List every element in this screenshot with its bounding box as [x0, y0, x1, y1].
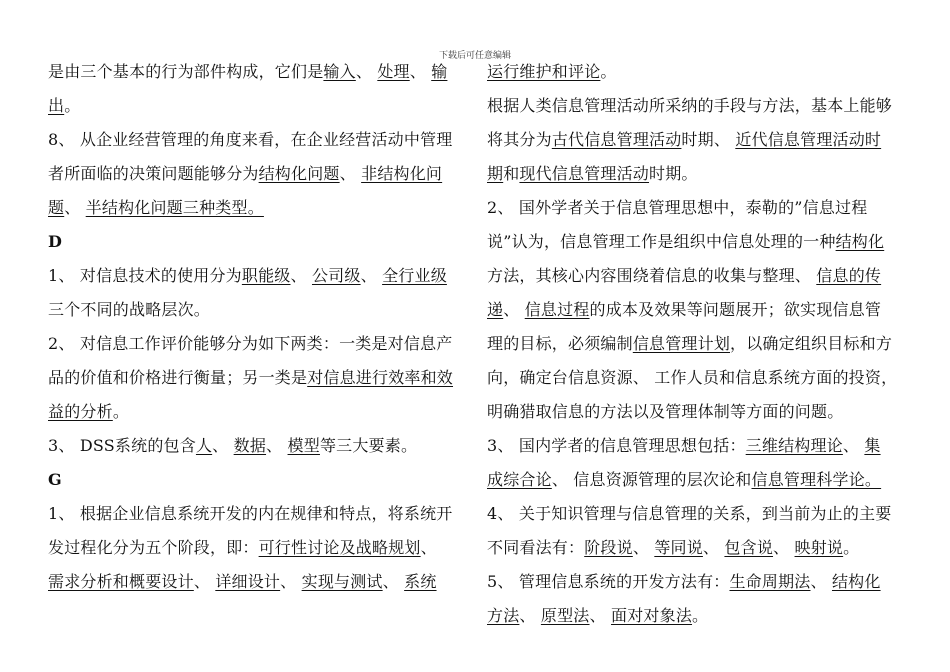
answer-blank: 题: [48, 198, 65, 217]
answer-blank: 信息的传: [816, 266, 882, 285]
answer-blank: 模型: [287, 436, 320, 455]
answer-blank: 信息过程: [524, 300, 590, 319]
answer-blank: 处理: [377, 62, 410, 81]
page-header: 下载后可任意编辑: [438, 51, 511, 61]
answer-blank: 非结构化问: [361, 164, 443, 183]
question-d3: 3、 DSS系统的包含人、 数据、 模型等三大要素。: [48, 436, 418, 455]
question-g2: 2、 国外学者关于信息管理思想中，泰勒的”信息过程: [487, 198, 868, 217]
text-line: 明确猎取信息的方法以及管理体制等方面的问题。: [487, 402, 844, 421]
answer-blank: 需求分析和概要设计: [48, 572, 194, 591]
answer-blank: 全行业级: [382, 266, 447, 285]
text-line: 不同看法有：阶段说、 等同说、 包含说、 映射说。: [487, 538, 860, 557]
answer-blank: 信息管理科学论。: [751, 470, 882, 489]
answer-blank: 成综合论: [487, 470, 552, 489]
text-line: 者所面临的决策问题能够分为结构化问题、 非结构化问: [48, 164, 443, 183]
answer-blank: 方法: [487, 606, 520, 625]
text-line: 方法、 原型法、 面对对象法。: [487, 606, 709, 625]
text-line: 说”认为，信息管理工作是组织中信息处理的一种结构化: [487, 232, 885, 251]
answer-blank: 公司级: [311, 266, 361, 285]
text-line: 递、 信息过程的成本及效果等问题展开；欲实现信息管: [487, 300, 882, 319]
text-line: 需求分析和概要设计、 详细设计、 实现与测试、 系统: [48, 572, 437, 591]
question-8: 8、 从企业经营管理的角度来看，在企业经营活动中管理: [48, 130, 453, 149]
text-line: 根据人类信息管理活动所采纳的手段与方法，基本上能够: [487, 96, 893, 115]
question-d1: 1、 对信息技术的使用分为职能级、 公司级、 全行业级: [48, 266, 447, 285]
answer-blank: 生命周期法: [729, 572, 811, 591]
answer-blank: 递: [487, 300, 504, 319]
answer-blank: 输入: [323, 62, 356, 81]
answer-blank: 职能级: [241, 266, 291, 285]
text-line: 三个不同的战略层次。: [48, 300, 211, 319]
question-d2: 2、 对信息工作评价能够分为如下两类：一类是对信息产: [48, 334, 453, 353]
answer-blank: 可行性讨论及战略规划: [258, 538, 421, 557]
text-line: 期和现代信息管理活动时期。: [487, 164, 698, 183]
text-line: 题、 半结构化问题三种类型。: [48, 198, 264, 217]
answer-blank: 人: [195, 436, 213, 455]
answer-blank: 实现与测试: [301, 572, 383, 591]
answer-blank: 映射说: [794, 538, 844, 557]
answer-blank: 半结构化问题三种类型。: [85, 198, 264, 217]
answer-blank: 期: [487, 164, 504, 183]
answer-blank: 数据: [233, 436, 267, 455]
answer-blank: 原型法: [540, 606, 590, 625]
answer-blank: 信息管理计划: [632, 334, 731, 353]
answer-blank: 结构化问题: [258, 164, 340, 183]
answer-blank: 阶段说: [584, 538, 633, 557]
text-line: 理的目标，必须编制信息管理计划，以确定组织目标和方: [487, 334, 893, 353]
text-line: 发过程化分为五个阶段，即：可行性讨论及战略规划、: [48, 538, 437, 557]
answer-blank: 对信息进行效率和效: [307, 368, 454, 387]
text-line: 运行维护和评论。: [487, 62, 617, 81]
answer-blank: 详细设计: [215, 572, 281, 591]
text-line: 出。: [48, 96, 81, 115]
answer-blank: 系统: [404, 572, 437, 591]
text-line: 品的价值和价格进行衡量；另一类是对信息进行效率和效: [48, 368, 454, 387]
answer-blank: 结构化: [831, 572, 881, 591]
answer-blank: 近代信息管理活动时: [735, 130, 882, 149]
text-line: 是由三个基本的行为部件构成，它们是输入、 处理、 输: [48, 62, 448, 81]
section-letter-d: D: [48, 232, 63, 251]
answer-blank: 运行维护和评论: [487, 62, 601, 81]
text-line: 将其分为古代信息管理活动时期、 近代信息管理活动时: [487, 130, 882, 149]
right-column: [487, 55, 905, 633]
question-g1: 1、 根据企业信息系统开发的内在规律和特点，将系统开: [48, 504, 453, 523]
answer-blank: 结构化: [835, 232, 885, 251]
question-g3: 3、 国内学者的信息管理思想包括：三维结构理论、 集: [487, 436, 881, 455]
answer-blank: 包含说: [724, 538, 774, 557]
answer-blank: 古代信息管理活动: [551, 130, 682, 149]
text-line: 益的分析。: [48, 402, 130, 421]
section-letter-g: G: [48, 470, 62, 489]
answer-blank: 三维结构理论: [745, 436, 843, 455]
question-g4: 4、 关于知识管理与信息管理的关系，到当前为止的主要: [487, 504, 892, 523]
answer-blank: 等同说: [654, 538, 703, 557]
left-column: [48, 55, 466, 599]
answer-blank: 集: [864, 436, 881, 455]
answer-blank: 现代信息管理活动: [519, 164, 650, 183]
text-line: 向，确定台信息资源、 工作人员和信息系统方面的投资，: [487, 368, 898, 387]
answer-blank: 益的分析: [48, 402, 113, 421]
answer-blank: 面对对象法: [611, 606, 693, 625]
question-g5: 5、 管理信息系统的开发方法有：生命周期法、 结构化: [487, 572, 881, 591]
answer-blank: 输: [431, 62, 448, 81]
text-line: 方法，其核心内容围绕着信息的收集与整理、 信息的传: [487, 266, 882, 285]
answer-blank: 出: [48, 96, 65, 115]
text-line: 成综合论、 信息资源管理的层次论和信息管理科学论。: [487, 470, 882, 489]
